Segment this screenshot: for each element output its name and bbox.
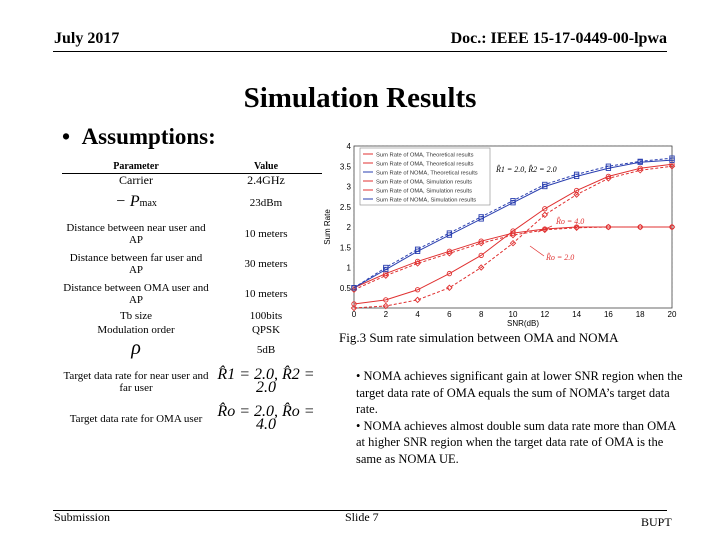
table-cell-param [62,337,210,363]
table-cell-param: Modulation order [97,323,175,336]
chart-legend [360,148,490,205]
table-cell-param: Tb size [119,309,153,322]
x-tick-label: 18 [635,310,645,319]
table-cell-value: 30 meters [244,257,288,270]
annotation-noma-target: R̂1 = 2.0, R̂2 = 2.0 [496,165,557,174]
table-row [62,337,322,363]
x-tick-label: 16 [603,310,613,319]
table-cell-param: Target data rate for OMA user [69,412,203,425]
table-cell-value: 10 meters [244,287,288,300]
sum-rate-chart [320,138,680,330]
x-tick-label: 2 [383,310,389,319]
table-row [62,249,322,279]
header-date: July 2017 [54,30,120,47]
x-tick-label: 8 [478,310,484,319]
x-tick-label: 14 [572,310,582,319]
header-rule [53,51,667,52]
figure-caption: Fig.3 Sum rate simulation between OMA and NOMA [339,330,619,345]
parameter-table [62,160,322,437]
footer-submission: Submission [54,510,111,524]
table-cell-value: QPSK [251,323,281,336]
findings-list [356,368,686,467]
footer-slide-number: Slide 7 [345,510,379,524]
legend-entry: Sum Rate of OMA, Theoretical results [376,161,474,168]
finding-item: • NOMA achieves significant gain at lower SNR region when the target data rate of OMA equals the sum of NOMA’s target data rate. [356,369,683,416]
bullet-dot: • [62,124,82,149]
y-tick-label: 3.5 [339,162,351,172]
table-header-value: Value [210,160,322,174]
y-tick-label: 1.5 [339,243,351,253]
y-tick-label: 3 [346,182,351,192]
x-tick-label: 12 [540,310,550,319]
finding-item: • NOMA achieves almost double sum data rate more than OMA at higher SNR region when the target data rate of OMA is the same as NOMA UE. [356,418,676,466]
table-cell-param: Distance between far user and AP [69,251,203,276]
legend-entry: Sum Rate of NOMA, Simulation results [376,197,477,204]
footer-org: BUPT [641,515,672,529]
annotation-oma-target-4: R̂o = 4.0 [556,217,585,226]
pmax-symbol: − P [115,192,140,210]
x-tick-label: 0 [351,310,357,319]
table-cell-value: 23dBm [249,196,283,209]
table-cell-param: Distance between near user and AP [66,221,206,246]
table-row [62,174,322,187]
y-tick-label: 2 [346,223,351,232]
table-header-param: Parameter [62,160,210,174]
table-row [62,323,322,337]
target-rate-oma-formula: R̂o = 2.0, R̂o = 4.0 [217,402,315,433]
table-cell-param: Distance between OMA user and AP [63,281,209,306]
legend-entry: Sum Rate of OMA, Theoretical results [376,152,474,159]
table-cell-param: Carrier [119,173,153,188]
table-cell-value: 5dB [256,343,276,356]
y-tick-label: 4 [346,142,351,151]
table-cell-value: 100bits [249,309,283,322]
assumptions-heading: • Assumptions: [62,124,216,149]
table-cell-value [210,401,322,437]
annotation-oma-target-2: R̂o = 2.0 [546,253,575,262]
rho-symbol: ρ [131,337,141,359]
table-row [62,401,322,437]
table-row [62,187,322,219]
table-cell-value: 10 meters [244,227,288,240]
table-row [62,309,322,323]
y-tick-label: 2.5 [339,202,351,212]
table-cell-value: 2.4GHz [247,173,285,188]
x-tick-label: 20 [667,310,677,319]
table-row [62,279,322,309]
table-header-row [62,160,322,174]
x-axis-label: SNR(dB) [506,319,540,328]
header-doc-id: Doc.: IEEE 15-17-0449-00-lpwa [450,30,667,47]
legend-entry: Sum Rate of NOMA, Theoretical results [376,170,478,177]
table-cell-param: − Pmax [115,192,157,210]
table-cell-param: Target data rate for near user and far user [63,369,209,394]
x-tick-label: 6 [447,310,452,319]
target-rate-noma-formula: R̂1 = 2.0, R̂2 = 2.0 [217,365,315,396]
y-tick-label: 0.5 [339,283,351,293]
page-title: Simulation Results [243,82,477,114]
legend-entry: Sum Rate of OMA, Simulation results [376,188,473,195]
x-tick-label: 10 [508,310,518,319]
legend-entry: Sum Rate of OMA, Simulation results [376,179,473,186]
y-axis-label: Sum Rate [323,209,332,245]
y-tick-label: 1 [346,263,351,273]
table-cell-value [210,363,322,401]
table-row [62,363,322,401]
table-row [62,219,322,249]
x-tick-label: 4 [415,310,420,319]
